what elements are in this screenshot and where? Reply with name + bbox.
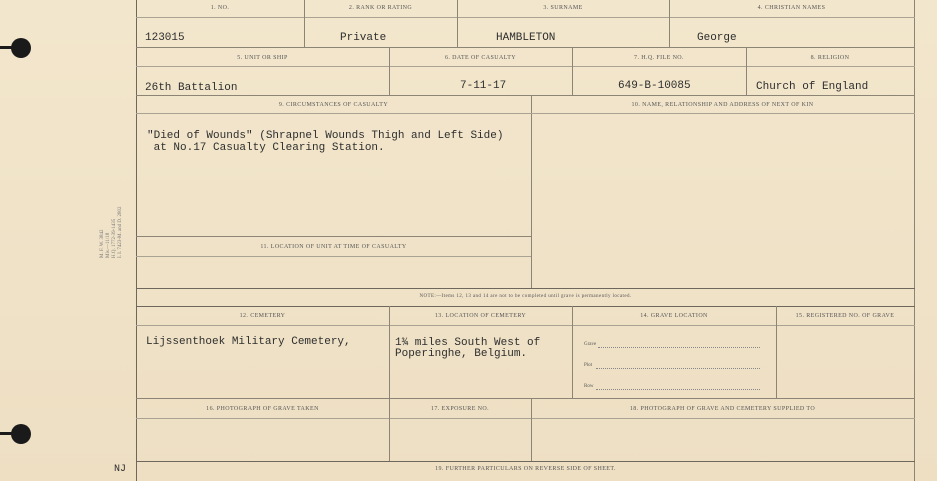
date-value: 7-11-17 [460, 80, 507, 92]
header-no: 1. NO. [210, 5, 230, 11]
header-religion: 8. RELIGION [810, 55, 850, 61]
row3-header-rule [136, 113, 915, 114]
header-next-of-kin: 10. NAME, RELATIONSHIP AND ADDRESS OF NEXT OF KIN [631, 102, 814, 108]
frame-right [914, 0, 915, 481]
header-photo-supplied: 18. PHOTOGRAPH OF GRAVE AND CEMETERY SUPPLIED TO [629, 406, 816, 412]
item11-header-rule [136, 256, 531, 257]
unit-value: 26th Battalion [145, 82, 238, 94]
plot-dots [596, 368, 760, 369]
item11-top [136, 236, 531, 237]
grave-label: Grave [584, 342, 597, 347]
row2-bottom [136, 95, 915, 96]
header-further-particulars: 19. FURTHER PARTICULARS ON REVERSE SIDE OF SHEET. [435, 466, 616, 472]
header-christian-names: 4. CHRISTIAN NAMES [757, 5, 826, 11]
header-exposure: 17. EXPOSURE NO. [430, 406, 490, 412]
header-date: 6. DATE OF CASUALTY [444, 55, 517, 61]
row1-header-rule [136, 17, 915, 18]
row1-bottom [136, 47, 915, 48]
header-registered-no: 15. REGISTERED NO. OF GRAVE [795, 313, 895, 319]
note-bottom [136, 306, 915, 307]
location-cemetery-line1: 1¾ miles South West of [395, 337, 541, 349]
surname-value: HAMBLETON [496, 32, 556, 44]
plot-label: Plot [584, 363, 593, 368]
header-unit: 5. UNIT OR SHIP [237, 55, 288, 61]
row4-div3 [776, 306, 777, 398]
form-reference: M. F. W. 3842 Mis.—11/18 H.Q. 1772-39-1435 I. I. 7423-M. and D. 2802 [100, 206, 123, 258]
location-cemetery-line2: Poperinghe, Belgium. [395, 348, 528, 360]
circumstances-line2: at No.17 Casualty Clearing Station. [147, 142, 385, 154]
row2-header-rule [136, 66, 915, 67]
header-circumstances: 9. CIRCUMSTANCES OF CASUALTY [278, 102, 389, 108]
row3-bottom [136, 288, 915, 289]
header-location-unit: 11. LOCATION OF UNIT AT TIME OF CASUALTY [260, 244, 407, 250]
punch-hole-top [11, 38, 31, 58]
header-photo-taken: 16. PHOTOGRAPH OF GRAVE TAKEN [206, 406, 319, 412]
header-cemetery: 12. CEMETERY [239, 313, 286, 319]
cemetery-value: Lijssenthoek Military Cemetery, [146, 336, 351, 348]
punch-hole-top-tab [0, 46, 14, 49]
row4-div1 [389, 306, 390, 398]
row3-div [531, 95, 532, 288]
punch-hole-bottom-tab [0, 432, 14, 435]
header-rank: 2. RANK OR RATING [348, 5, 413, 11]
clerk-initials: NJ [114, 464, 127, 475]
rank-value: Private [340, 32, 387, 44]
hq-file-value: 649-B-10085 [618, 80, 691, 92]
row5-bottom [136, 461, 915, 462]
row4-header-rule [136, 325, 915, 326]
row4-bottom [136, 398, 915, 399]
header-hq-file: 7. H.Q. FILE NO. [634, 55, 684, 61]
religion-value: Church of England [756, 81, 869, 93]
header-surname: 3. SURNAME [543, 5, 583, 11]
row-label: Row [584, 384, 594, 389]
row4-div2 [572, 306, 573, 398]
punch-hole-bottom [11, 424, 31, 444]
grave-dots [598, 347, 760, 348]
note-text: NOTE:—Items 12, 13 and 14 are not to be completed until grave is permanently located. [419, 294, 632, 299]
circumstances-line1: "Died of Wounds" (Shrapnel Wounds Thigh and Left Side) [147, 130, 504, 142]
header-grave-location: 14. GRAVE LOCATION [640, 313, 708, 319]
row5-header-rule [136, 418, 915, 419]
row-dots [596, 389, 760, 390]
service-number: 123015 [145, 32, 185, 44]
christian-names-value: George [697, 32, 737, 44]
header-location-cemetery: 13. LOCATION OF CEMETERY [434, 313, 527, 319]
